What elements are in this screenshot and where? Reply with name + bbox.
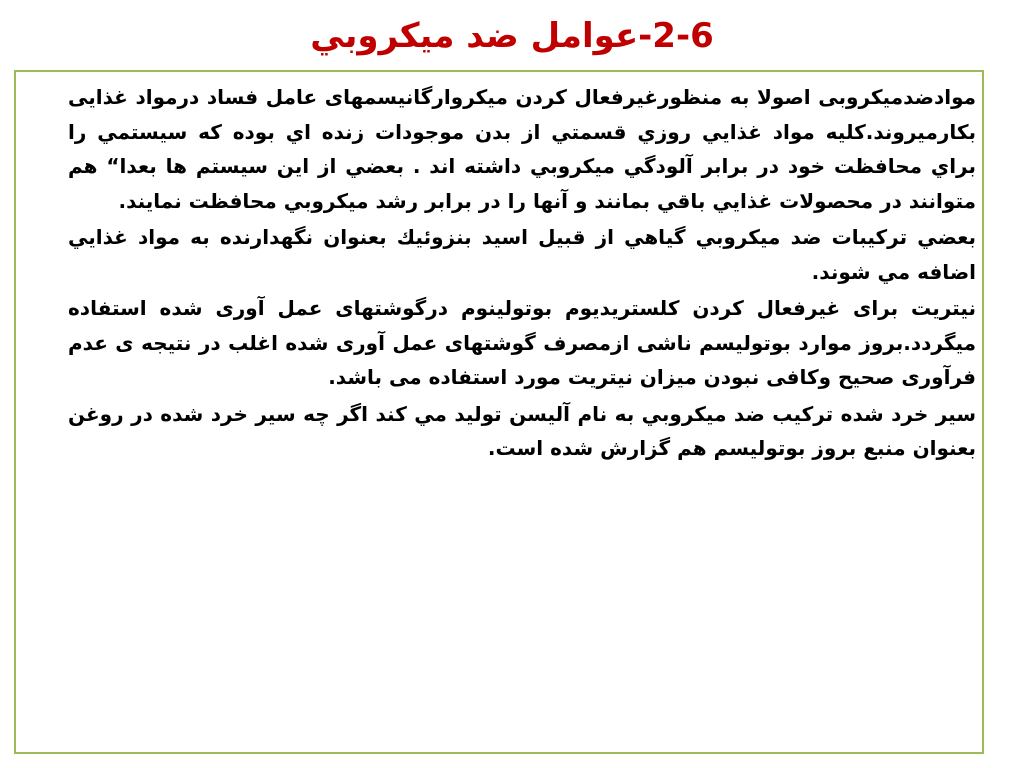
- paragraph-nitrite: نيتريت برای غيرفعال كردن كلستريديوم بوتولينوم درگوشتهای عمل آوری شده استفاده ميگردد.بروز موارد بوتوليسم ناشی ازمصرف گوشتهای عمل آوری شده اغلب در نتيجه ی عدم فرآوری صحيح وكافی نبودن ميزان نيتريت مورد استفاده می باشد.: [68, 296, 976, 389]
- slide-title: 2-6-عوامل ضد ميكروبي: [310, 16, 714, 56]
- content-frame: [14, 70, 984, 754]
- paragraph-garlic: سير خرد شده تركيب ضد ميكروبي به نام آليسن توليد مي كند اگر چه سير خرد شده در روغن بعنوان منبع بروز بوتوليسم هم گزارش شده است.: [68, 401, 976, 460]
- paragraph-antimicrobial-intro: موادضدميكروبی اصولا به منظورغيرفعال كردن ميكروارگانيسمهای عامل فساد درمواد غذايی بكارميروند.كليه مواد غذايي روزي قسمتي از بدن موجودات زنده اي بوده كه سيستمي را براي محافظت خود در برابر آلودگي ميكروبي داشته اند . بعضي از اين سيستم ها بعدا“ هم متوانند در محصولات غذايي باقي بمانند و آنها را در برابر رشد ميكروبي محافظت نمايند.: [68, 85, 976, 213]
- paragraph-plant-compounds: بعضي تركيبات ضد ميكروبي گياهي از قبيل اسيد بنزوئيك بعنوان نگهدارنده به مواد غذايي اضافه مي شوند.: [68, 225, 976, 284]
